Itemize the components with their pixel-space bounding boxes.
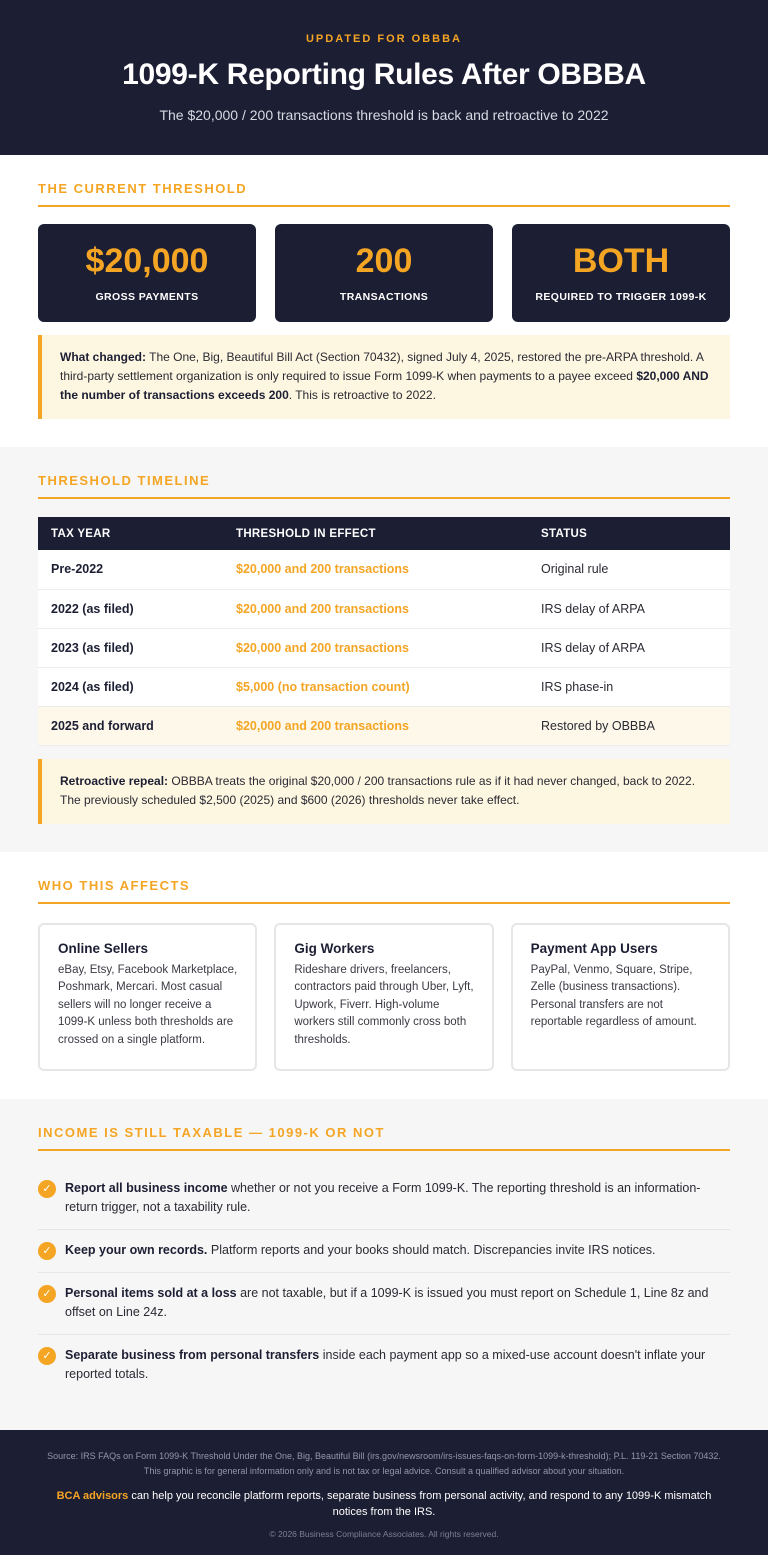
stat-value: 200 [355,242,413,280]
cell-tax-year: 2024 (as filed) [51,679,134,694]
table-row [38,628,730,667]
note-lead: What changed: [60,350,146,364]
cell-tax-year: 2023 (as filed) [51,640,134,655]
stat-card-both [512,224,730,322]
cell-threshold: $20,000 and 200 transactions [236,718,410,733]
card-gig-workers [274,923,493,1071]
stat-label: TRANSACTIONS [339,291,429,303]
footer-source: Source: IRS FAQs on Form 1099-K Threshold Under the One, Big, Beautiful Bill (irs.gov/newsroom/irs-issues-faqs-on-form-1099-k-threshold); P.L. 119-21 Section 70432. This graphic is for general information only and is not tax or legal advice. Consult a qualified advisor about your situation. [47,1450,721,1476]
cell-status: Original rule [541,562,609,577]
item-bold: Keep your own records. [65,1242,208,1257]
list-item [38,1273,730,1335]
item-bold: Separate business from personal transfers [65,1347,320,1362]
table-row [38,667,730,706]
page-footer [0,1430,768,1555]
section-title: THE CURRENT THRESHOLD [38,181,730,207]
note-text: OBBBA treats the original $20,000 / 200 transactions rule as if it had never changed, back to 2022. The previously scheduled $2,500 (2025) and $600 (2026) thresholds never take effect. [60,773,696,807]
page-subtitle: The $20,000 / 200 transactions threshold is back and retroactive to 2022 [159,107,609,123]
item-text: whether or not you receive a Form 1099-K. The reporting threshold is an information-return trigger, not a taxability rule. [65,1180,701,1214]
cell-tax-year: 2025 and forward [51,718,154,733]
card-title: Online Sellers [58,940,149,956]
cell-status: IRS delay of ARPA [541,640,645,655]
card-title: Gig Workers [294,940,375,956]
table-header-row [38,517,730,550]
item-bold: Report all business income [65,1180,228,1195]
cell-tax-year: Pre-2022 [51,562,104,577]
card-payment-app-users [511,923,730,1071]
column-header-tax-year: TAX YEAR [51,527,111,540]
column-header-status: STATUS [541,527,588,540]
cell-threshold: $20,000 and 200 transactions [236,601,410,616]
footer-copyright: © 2026 Business Compliance Associates. All rights reserved. [269,1528,499,1539]
stat-value: $20,000 [85,242,209,280]
note-text: The One, Big, Beautiful Bill Act (Section 70432), signed July 4, 2025, restored the pre-ARPA threshold. A third-party settlement organization is only required to issue Form 1099-K when payments to a payee exceed [60,350,704,383]
income-taxable-section [0,1099,768,1430]
stat-card-gross-payments [38,224,256,322]
cell-threshold: $20,000 and 200 transactions [236,562,410,577]
card-online-sellers [38,923,257,1071]
who-this-affects-section [0,852,768,1099]
item-text: inside each payment app so a mixed-use account doesn't inflate your reported totals. [65,1347,706,1381]
audience-cards [38,923,730,1071]
cell-status: IRS phase-in [541,679,614,694]
stat-value: BOTH [572,242,670,280]
page-title: 1099-K Reporting Rules After OBBBA [122,58,646,91]
section-title: THRESHOLD TIMELINE [38,473,730,499]
column-header-threshold: THRESHOLD IN EFFECT [236,527,376,540]
checkmark-icon: ✓ [38,1347,56,1365]
note-text: . This is retroactive to 2022. [288,388,436,402]
item-bold: Personal items sold at a loss [65,1285,237,1300]
table-row [38,589,730,628]
footer-cta-brand: BCA advisors [56,1489,129,1502]
section-title: WHO THIS AFFECTS [38,878,730,904]
stat-card-transactions [275,224,493,322]
hero-kicker: UPDATED FOR OBBBA [305,33,462,45]
cell-tax-year: 2022 (as filed) [51,601,134,616]
card-body: Rideshare drivers, freelancers, contractors paid through Uber, Lyft, Upwork, Fiverr. High-volume workers still commonly cross both thresholds. [294,963,474,1046]
list-item [38,1335,730,1396]
cell-status: Restored by OBBBA [541,718,655,733]
card-body: eBay, Etsy, Facebook Marketplace, Poshmark, Mercari. Most casual sellers will no longer receive a 1099-K unless both thresholds are crossed on a single platform. [58,963,238,1046]
current-threshold-section [0,155,768,447]
note-bold: $20,000 AND the number of transactions exceeds 200 [60,369,709,402]
hero-header [0,0,768,155]
what-changed-note [38,335,730,419]
table-row-highlighted [38,706,730,745]
cell-threshold: $20,000 and 200 transactions [236,640,410,655]
checkmark-icon: ✓ [38,1180,56,1198]
checkmark-icon: ✓ [38,1285,56,1303]
list-item [38,1168,730,1230]
card-title: Payment App Users [530,940,658,956]
item-text: Platform reports and your books should match. Discrepancies invite IRS notices. [207,1242,656,1257]
footer-cta-text: can help you reconcile platform reports, separate business from personal activity, and respond to any 1099-K mismatch notices from the IRS. [128,1489,712,1518]
note-lead: Retroactive repeal: [60,773,169,788]
card-body: PayPal, Venmo, Square, Stripe, Zelle (business transactions). Personal transfers are not reportable regardless of amount. [530,963,697,1028]
cell-threshold: $5,000 (no transaction count) [236,679,410,694]
footer-cta [38,1488,730,1520]
section-title: INCOME IS STILL TAXABLE — 1099-K OR NOT [38,1125,730,1151]
cell-status: IRS delay of ARPA [541,601,645,616]
stat-label: REQUIRED TO TRIGGER 1099-K [535,291,707,303]
checklist [38,1168,730,1396]
stat-cards [38,224,730,322]
retroactive-repeal-note [38,759,730,824]
threshold-timeline-section [0,447,768,852]
checkmark-icon: ✓ [38,1242,56,1260]
item-text: are not taxable, but if a 1099-K is issued you must report on Schedule 1, Line 8z and offset on Line 24z. [65,1285,709,1319]
stat-label: GROSS PAYMENTS [95,291,199,303]
list-item [38,1230,730,1273]
table-row [38,550,730,589]
timeline-table [38,517,730,746]
